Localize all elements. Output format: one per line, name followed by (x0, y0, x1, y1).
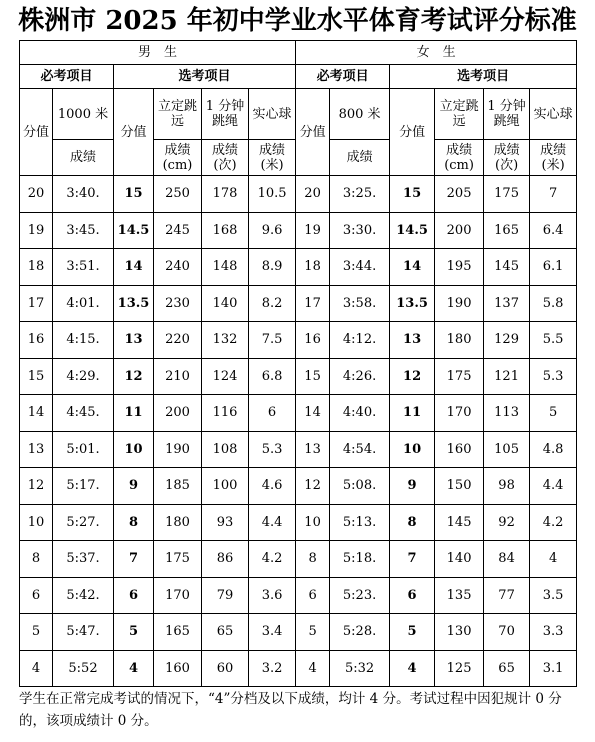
male-ball-cell: 4.4 (249, 504, 296, 541)
female-ball-cell: 4.2 (530, 504, 577, 541)
female-run-result-header: 成绩 (330, 140, 390, 176)
female-elective-score-cell: 12 (390, 358, 435, 395)
male-1000m-time-cell: 5:47. (53, 614, 114, 651)
female-ball-cell: 4.8 (530, 431, 577, 468)
female-rope-cell: 145 (484, 249, 530, 286)
female-score-cell: 17 (296, 285, 330, 322)
female-elective-score-cell: 14.5 (390, 212, 435, 249)
male-1000m-time-cell: 5:42. (53, 577, 114, 614)
male-ball-cell: 6.8 (249, 358, 296, 395)
female-800m-time-cell: 4:40. (330, 395, 390, 432)
table-row (20, 577, 577, 614)
female-ball-cell: 3.5 (530, 577, 577, 614)
female-ball-cell: 4.4 (530, 468, 577, 505)
female-score-cell: 5 (296, 614, 330, 651)
male-rope-cell: 148 (202, 249, 249, 286)
female-800m-time-cell: 4:54. (330, 431, 390, 468)
male-score-cell: 5 (20, 614, 53, 651)
male-jump-cell: 165 (154, 614, 202, 651)
female-jump-cell: 160 (435, 431, 484, 468)
female-jump-event: 立定跳远 (435, 89, 484, 140)
female-elective-score-header: 分值 (390, 89, 435, 176)
female-ball-cell: 5.8 (530, 285, 577, 322)
male-jump-cell: 220 (154, 322, 202, 359)
male-score-cell: 8 (20, 541, 53, 578)
male-1000m-time-cell: 3:45. (53, 212, 114, 249)
female-ball-cell: 4 (530, 541, 577, 578)
male-score-cell: 17 (20, 285, 53, 322)
female-score-cell: 15 (296, 358, 330, 395)
table-row (20, 541, 577, 578)
male-jump-cell: 210 (154, 358, 202, 395)
male-ball-cell: 3.2 (249, 650, 296, 687)
female-ball-cell: 3.3 (530, 614, 577, 651)
male-1000m-time-cell: 5:37. (53, 541, 114, 578)
table-row (20, 431, 577, 468)
female-jump-cell: 190 (435, 285, 484, 322)
score-table (19, 40, 577, 687)
female-800m-time-cell: 3:25. (330, 176, 390, 213)
female-rope-cell: 165 (484, 212, 530, 249)
male-rope-unit: 成绩(次) (202, 140, 249, 176)
male-1000m-time-cell: 4:15. (53, 322, 114, 359)
female-800m-time-cell: 4:26. (330, 358, 390, 395)
male-ball-cell: 4.2 (249, 541, 296, 578)
male-rope-cell: 60 (202, 650, 249, 687)
table-row (20, 212, 577, 249)
male-jump-cell: 190 (154, 431, 202, 468)
table-row (20, 468, 577, 505)
male-ball-event: 实心球 (249, 89, 296, 140)
table-row (20, 249, 577, 286)
male-rope-cell: 108 (202, 431, 249, 468)
female-jump-cell: 205 (435, 176, 484, 213)
female-ball-cell: 5.3 (530, 358, 577, 395)
male-1000m-time-cell: 4:45. (53, 395, 114, 432)
male-elective-score-cell: 12 (114, 358, 154, 395)
page-title: 株洲市 2025 年初中学业水平体育考试评分标准 (18, 6, 577, 36)
male-rope-cell: 124 (202, 358, 249, 395)
male-score-cell: 15 (20, 358, 53, 395)
female-800m-time-cell: 5:08. (330, 468, 390, 505)
female-score-header: 分值 (296, 89, 330, 176)
male-rope-cell: 79 (202, 577, 249, 614)
female-score-cell: 18 (296, 249, 330, 286)
male-score-cell: 4 (20, 650, 53, 687)
female-rope-cell: 113 (484, 395, 530, 432)
male-header: 男 生 (20, 41, 296, 65)
male-run-result-header: 成绩 (53, 140, 114, 176)
male-elective-score-cell: 5 (114, 614, 154, 651)
female-jump-cell: 200 (435, 212, 484, 249)
male-elective-score-cell: 6 (114, 577, 154, 614)
female-elective-score-cell: 6 (390, 577, 435, 614)
female-score-cell: 6 (296, 577, 330, 614)
female-jump-cell: 125 (435, 650, 484, 687)
female-800m-time-cell: 5:32 (330, 650, 390, 687)
male-rope-cell: 178 (202, 176, 249, 213)
female-jump-cell: 170 (435, 395, 484, 432)
male-rope-cell: 140 (202, 285, 249, 322)
table-row (20, 322, 577, 359)
female-ball-cell: 3.1 (530, 650, 577, 687)
female-required-header: 必考项目 (296, 65, 390, 89)
female-elective-score-cell: 7 (390, 541, 435, 578)
female-rope-cell: 121 (484, 358, 530, 395)
male-required-header: 必考项目 (20, 65, 114, 89)
male-elective-score-cell: 14 (114, 249, 154, 286)
male-1000m-time-cell: 5:27. (53, 504, 114, 541)
female-rope-cell: 98 (484, 468, 530, 505)
male-rope-cell: 168 (202, 212, 249, 249)
female-score-cell: 14 (296, 395, 330, 432)
male-jump-cell: 250 (154, 176, 202, 213)
female-score-cell: 13 (296, 431, 330, 468)
male-jump-cell: 245 (154, 212, 202, 249)
female-elective-score-cell: 5 (390, 614, 435, 651)
table-row (20, 614, 577, 651)
male-ball-cell: 8.9 (249, 249, 296, 286)
female-rope-unit: 成绩(次) (484, 140, 530, 176)
table-row (20, 285, 577, 322)
female-elective-score-cell: 11 (390, 395, 435, 432)
female-score-cell: 20 (296, 176, 330, 213)
male-score-cell: 16 (20, 322, 53, 359)
male-jump-cell: 185 (154, 468, 202, 505)
female-ball-cell: 5.5 (530, 322, 577, 359)
male-elective-score-cell: 9 (114, 468, 154, 505)
male-jump-cell: 170 (154, 577, 202, 614)
male-jump-cell: 200 (154, 395, 202, 432)
male-ball-cell: 7.5 (249, 322, 296, 359)
table-row (20, 504, 577, 541)
female-score-cell: 8 (296, 541, 330, 578)
female-elective-score-cell: 13.5 (390, 285, 435, 322)
female-rope-cell: 137 (484, 285, 530, 322)
male-elective-score-cell: 7 (114, 541, 154, 578)
male-elective-score-header: 分值 (114, 89, 154, 176)
female-elective-score-cell: 15 (390, 176, 435, 213)
male-elective-score-cell: 15 (114, 176, 154, 213)
male-ball-cell: 9.6 (249, 212, 296, 249)
male-ball-cell: 6 (249, 395, 296, 432)
score-table-body (20, 176, 577, 687)
female-jump-cell: 195 (435, 249, 484, 286)
female-800m-time-cell: 3:30. (330, 212, 390, 249)
male-ball-cell: 10.5 (249, 176, 296, 213)
female-elective-score-cell: 9 (390, 468, 435, 505)
female-jump-cell: 180 (435, 322, 484, 359)
female-jump-cell: 130 (435, 614, 484, 651)
male-1000m-time-cell: 4:29. (53, 358, 114, 395)
male-elective-score-cell: 14.5 (114, 212, 154, 249)
female-elective-score-cell: 14 (390, 249, 435, 286)
female-elective-score-cell: 10 (390, 431, 435, 468)
female-ball-event: 实心球 (530, 89, 577, 140)
female-jump-cell: 145 (435, 504, 484, 541)
male-ball-cell: 5.3 (249, 431, 296, 468)
table-row (20, 358, 577, 395)
male-score-cell: 18 (20, 249, 53, 286)
male-1000m-time-cell: 4:01. (53, 285, 114, 322)
male-score-cell: 12 (20, 468, 53, 505)
female-ball-cell: 5 (530, 395, 577, 432)
male-elective-score-cell: 8 (114, 504, 154, 541)
female-800m-time-cell: 5:23. (330, 577, 390, 614)
female-run-event: 800 米 (330, 89, 390, 140)
male-score-cell: 13 (20, 431, 53, 468)
male-elective-score-cell: 4 (114, 650, 154, 687)
footnote: 学生在正常完成考试的情况下，“4”分档及以下成绩，均计 4 分。考试过程中因犯规计 0 分的，该项成绩计 0 分。 (19, 691, 562, 729)
table-row (20, 650, 577, 687)
female-elective-score-cell: 4 (390, 650, 435, 687)
female-rope-cell: 129 (484, 322, 530, 359)
male-jump-unit: 成绩(cm) (154, 140, 202, 176)
female-elective-score-cell: 8 (390, 504, 435, 541)
female-jump-unit: 成绩(cm) (435, 140, 484, 176)
male-rope-cell: 93 (202, 504, 249, 541)
female-rope-cell: 92 (484, 504, 530, 541)
female-800m-time-cell: 5:13. (330, 504, 390, 541)
table-row (20, 395, 577, 432)
male-score-cell: 14 (20, 395, 53, 432)
female-ball-cell: 7 (530, 176, 577, 213)
female-800m-time-cell: 5:18. (330, 541, 390, 578)
male-ball-unit: 成绩(米) (249, 140, 296, 176)
male-1000m-time-cell: 5:52 (53, 650, 114, 687)
male-elective-score-cell: 11 (114, 395, 154, 432)
female-ball-cell: 6.1 (530, 249, 577, 286)
male-1000m-time-cell: 3:40. (53, 176, 114, 213)
female-ball-unit: 成绩(米) (530, 140, 577, 176)
male-ball-cell: 3.4 (249, 614, 296, 651)
male-jump-event: 立定跳远 (154, 89, 202, 140)
male-elective-score-cell: 13 (114, 322, 154, 359)
male-rope-cell: 65 (202, 614, 249, 651)
male-run-event: 1000 米 (53, 89, 114, 140)
male-elective-score-cell: 10 (114, 431, 154, 468)
female-score-cell: 19 (296, 212, 330, 249)
male-jump-cell: 230 (154, 285, 202, 322)
female-rope-cell: 175 (484, 176, 530, 213)
female-ball-cell: 6.4 (530, 212, 577, 249)
male-score-cell: 20 (20, 176, 53, 213)
male-score-cell: 19 (20, 212, 53, 249)
female-header: 女 生 (296, 41, 577, 65)
female-score-cell: 10 (296, 504, 330, 541)
male-elective-score-cell: 13.5 (114, 285, 154, 322)
male-jump-cell: 180 (154, 504, 202, 541)
male-rope-event: 1 分钟跳绳 (202, 89, 249, 140)
male-rope-cell: 116 (202, 395, 249, 432)
male-score-header: 分值 (20, 89, 53, 176)
female-score-cell: 12 (296, 468, 330, 505)
female-rope-cell: 65 (484, 650, 530, 687)
female-rope-cell: 70 (484, 614, 530, 651)
male-jump-cell: 240 (154, 249, 202, 286)
female-jump-cell: 140 (435, 541, 484, 578)
male-jump-cell: 175 (154, 541, 202, 578)
female-rope-cell: 105 (484, 431, 530, 468)
male-jump-cell: 160 (154, 650, 202, 687)
male-ball-cell: 8.2 (249, 285, 296, 322)
female-elective-header: 选考项目 (390, 65, 577, 89)
male-score-cell: 6 (20, 577, 53, 614)
male-1000m-time-cell: 3:51. (53, 249, 114, 286)
female-rope-cell: 84 (484, 541, 530, 578)
female-800m-time-cell: 3:44. (330, 249, 390, 286)
male-score-cell: 10 (20, 504, 53, 541)
male-elective-header: 选考项目 (114, 65, 296, 89)
male-1000m-time-cell: 5:17. (53, 468, 114, 505)
male-1000m-time-cell: 5:01. (53, 431, 114, 468)
male-rope-cell: 86 (202, 541, 249, 578)
female-jump-cell: 175 (435, 358, 484, 395)
female-800m-time-cell: 5:28. (330, 614, 390, 651)
male-ball-cell: 3.6 (249, 577, 296, 614)
female-score-cell: 16 (296, 322, 330, 359)
table-row (20, 176, 577, 213)
male-ball-cell: 4.6 (249, 468, 296, 505)
female-rope-cell: 77 (484, 577, 530, 614)
male-rope-cell: 132 (202, 322, 249, 359)
female-jump-cell: 135 (435, 577, 484, 614)
female-elective-score-cell: 13 (390, 322, 435, 359)
male-rope-cell: 100 (202, 468, 249, 505)
female-800m-time-cell: 3:58. (330, 285, 390, 322)
female-rope-event: 1 分钟跳绳 (484, 89, 530, 140)
female-score-cell: 4 (296, 650, 330, 687)
female-jump-cell: 150 (435, 468, 484, 505)
female-800m-time-cell: 4:12. (330, 322, 390, 359)
